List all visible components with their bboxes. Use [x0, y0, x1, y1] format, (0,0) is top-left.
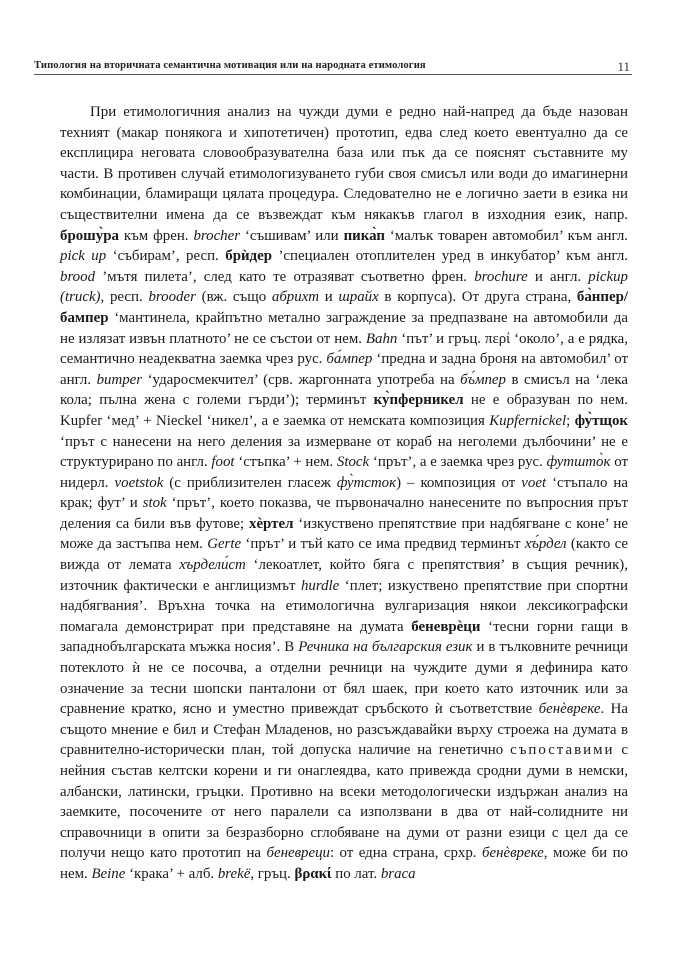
text-run: с нейния състав келтски корени и ги онаглеядва, като привежда сродни думи в немски, албански, латински, гръцки. Противно на всеки методологически издържан анализ на заемките, посочените от него паралели са използвани в два от най-солидните ни справочници в опити за безразборно сглобяване на думи от разни езици с цел да се получи нещо като прототип на [60, 742, 628, 862]
text-run: ‘път’ и гръц. [397, 330, 485, 347]
text-run: ‘крака’ + алб. [125, 865, 218, 882]
text-run: ; [566, 412, 575, 429]
page-number: 11 [617, 59, 630, 74]
etymon: бенѐвреке [538, 701, 601, 718]
text-run: (както се вижда от лемата [60, 536, 629, 574]
book-title: Речника на българския език [298, 639, 473, 656]
text-run: ‘събирам’, респ. [106, 248, 226, 265]
text-run: ) – композиция от [396, 474, 522, 491]
paragraph [60, 102, 628, 885]
text-run: ‘ударосмекчител’ (срв. жаргонната употреба на [142, 371, 461, 388]
cross-reference: шрайх [338, 289, 379, 306]
etymon: Gerte [207, 536, 242, 553]
text-run: ‘прът’, което показва, че първоначално нанесените по въпросния прът деления са били във футове; [60, 495, 628, 532]
text-run: ‘стъпка’ + нем. [234, 454, 337, 471]
etymon: бъ́мпер [460, 371, 506, 388]
text-run: : от една страна, срхр. [329, 845, 482, 862]
headword: хѐртел [249, 515, 294, 532]
headword: ба̀нпер/ бампер [60, 289, 628, 326]
etymon: voet [521, 474, 547, 491]
text-run: и [319, 289, 339, 306]
etymon: ба́мпер [326, 351, 373, 368]
text-run: ‘предна и задна броня на автомобил’ от англ. [60, 351, 629, 388]
etymon: brochure [474, 268, 528, 285]
headword: пика̀п [343, 227, 385, 244]
text-run: ‘никел’, а е заемка от немската композиция [202, 412, 490, 429]
running-header: Типология на вторичната семантична мотивация или на народната етимология [34, 60, 426, 71]
etymon: pick up [60, 248, 107, 265]
text-run: и англ. [527, 268, 589, 285]
cross-reference: абрихт [271, 289, 320, 306]
text-run: . На същото мнение е бил и Стефан Младенов, но разсъждавайки върху строежа на думата в сравнително-исторически план, той допуска наличие на генетично [60, 701, 629, 759]
etymon: braca [380, 865, 416, 882]
text-run: ‘плет; изкуствено препятствие при спортни надбягвания’. Връхна точка на етимологична вулгаризация някои лексикографски помагала демонстрират при представяне на думата [60, 577, 628, 635]
text-run: ‘прът с нанесени на него деления за измерване от кораб на неголеми дълбочини’ не е структурирано по англ. [60, 433, 628, 471]
spaced-word: съпоставими [510, 742, 615, 759]
text-run: , респ. [100, 289, 149, 306]
etymon: бенѐвреке [481, 845, 544, 862]
body-text [60, 102, 628, 885]
greek-word: περί [484, 330, 511, 347]
etymon: brood [60, 268, 96, 285]
greek-word: βρακί [294, 865, 332, 882]
text-run: ‘изкуствено препятствие при надбягване с коне’ не може да застъпва нем. [60, 515, 628, 553]
text-run: ‘съшивам’ или [240, 227, 344, 244]
text-run: ‘стъпало на крак; фут’ и [60, 474, 628, 512]
etymon: bumper [96, 371, 143, 388]
text-run: ’мътя пилета’, след като те отразяват съответно френ. [95, 268, 475, 285]
text-run: не е образуван по нем. [463, 392, 628, 409]
etymon: stok [142, 495, 167, 512]
etymon: беневреци [266, 845, 330, 862]
text-run: в корпуса). От друга страна, [378, 289, 577, 306]
etymon: foot [211, 454, 235, 471]
etymon: Beine [91, 865, 126, 882]
text-run: ’специален отоплителен уред в инкубатор’ към англ. [271, 248, 628, 265]
text-run: При етимологичния анализ на чужди думи е редно най-напред да бъде назован техният (макар понякога и хипотетичен) прототип, едва след което евентуално да се експлицира неговата словообразувателна база или пък да се пояснят съставните му части. В противен случай етимологизуването губи своя смисъл или води до имагинерни комбинации, бламиращи цялата процедура. Следователно не е логично заети в езика ни съществителни имена да се възвеждат към някакъв глагол в изходния език, напр. [60, 104, 628, 223]
text-run: ‘мед’ + [102, 412, 156, 429]
etymon: Nieckel [155, 412, 203, 429]
etymon: brooder [148, 289, 196, 306]
text-run: от нидерл. [60, 454, 628, 491]
text-run: ‘лекоатлет, който бяга с препятствия’ в същия речник), източник фактически е англицизмът [60, 557, 628, 594]
text-run: ‘тесни горни гащи в западнобългарската мъжка носия’. В [60, 618, 628, 656]
text-run: ‘прът’, а е заемка чрез рус. [369, 454, 547, 471]
etymon: фу̀тсток [336, 474, 397, 491]
text-run: в смисъл на ‘лека кола; пълна жена с големи гърди’); терминът [60, 371, 628, 409]
etymon: Kupfer [60, 412, 103, 429]
header-rule [34, 74, 632, 75]
etymon: хъ́рдел [524, 536, 567, 553]
text-run: , гръц. [250, 865, 295, 882]
etymon: brekë [217, 865, 251, 882]
etymon: Kupfernickel [489, 412, 567, 429]
etymon: Stock [336, 454, 370, 471]
text-run: ‘малък товарен автомобил’ към англ. [384, 227, 628, 244]
etymon: hurdle [300, 577, 340, 594]
text-run: (с приблизителен гласеж [163, 474, 337, 491]
etymon: brocher [193, 227, 241, 244]
etymon: voetstok [114, 474, 164, 491]
etymon: pickup (truck) [60, 268, 628, 306]
text-run: (вж. също [195, 289, 272, 306]
headword: ку̀пферникел [373, 392, 464, 409]
headword: беневрѐци [411, 618, 481, 635]
text-run: , може би по нем. [60, 845, 628, 882]
etymon: Bahn [365, 330, 398, 347]
text-run: ‘мантинела, крайпътно метално заграждение за предпазване на автомобили да не излязат извън платното’ не се състои от нем. [60, 309, 628, 347]
text-run: и в тълковните речници потеклото ѝ не се посочва, а отделни речници на чуждите думи я дефинира като означение за тесни шопски панталони от бял шаек, при което като източник или за сравнение кратко, ясно и уместно привеждат сръбското ѝ съответствие [60, 639, 629, 718]
etymon: футшто̀к [546, 454, 611, 471]
text-run: ‘около’, а е рядка, семантично неадекватна заемка чрез рус. [60, 330, 628, 368]
text-run: към френ. [118, 227, 194, 244]
headword: брѝдер [225, 248, 272, 265]
headword: брошу̀ра [60, 227, 119, 244]
headword: фу̀тщок [574, 412, 628, 429]
text-run: ‘прът’ и тъй като се има предвид терминът [241, 536, 525, 553]
text-run: по лат. [331, 865, 381, 882]
etymon: хърдели́ст [179, 557, 246, 574]
